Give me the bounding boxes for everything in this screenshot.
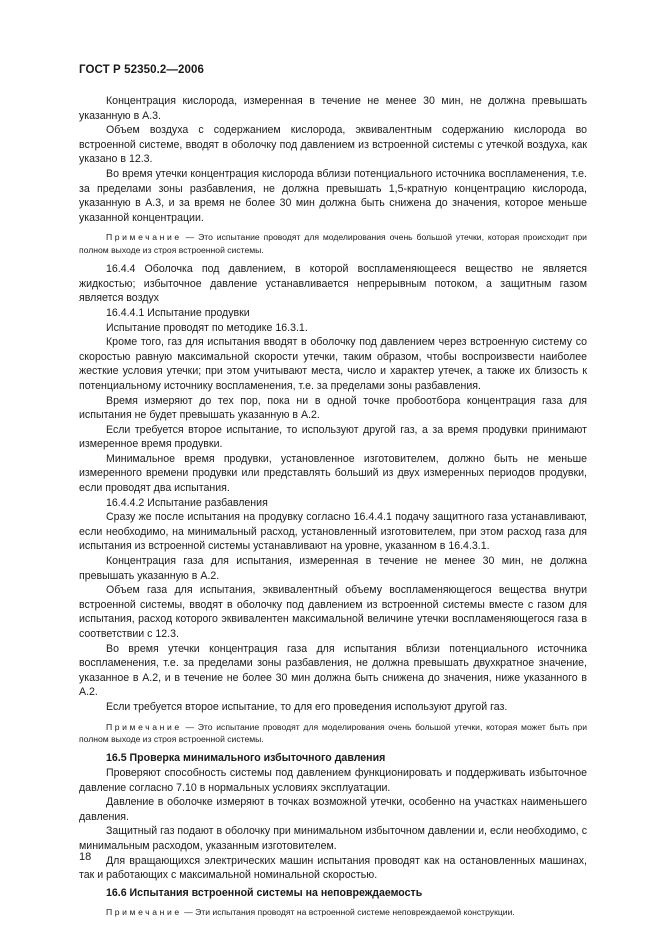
paragraph: Давление в оболочке измеряют в точках возможной утечки, особенно на участках наименьшего давления. <box>79 796 587 823</box>
note-paragraph <box>79 231 587 256</box>
paragraph: Защитный газ подают в оболочку при минимальном избыточном давлении и, если необходимо, с минимальным расходом, указанным изготовителем. <box>79 825 587 852</box>
paragraph: 16.4.4 Оболочка под давлением, в которой воспламеняющееся вещество не является жидкостью; избыточное давление устанавливается непрерывным потоком, а защитным газом является воздух <box>79 263 587 305</box>
section-heading: 16.5 Проверка минимального избыточного давления <box>106 752 386 765</box>
note-label: Примечание <box>106 232 182 243</box>
section-heading: 16.6 Испытания встроенной системы на неповреждаемость <box>106 886 423 899</box>
note-label: Примечание <box>106 721 182 732</box>
note-text: — Это испытание проводят для моделирования очень большой утечки, которая происходит при полном выходе из строя встроенной системы. <box>79 232 587 255</box>
paragraph: Во время утечки концентрация газа для испытания вблизи потенциального источника воспламенения, т.е. за пределами зоны разбавления, не должна превышать двухкратное значение, указанное в А.2, и в течение не более 30 мин должна быть снижена до значения, ниже указанного в А.2. <box>79 642 587 699</box>
note-text: — Это испытание проводят для моделирования очень большой утечки, которая может быть при полном выходе из строя встроенной системы. <box>79 721 587 744</box>
paragraph: Во время утечки концентрация кислорода вблизи потенциального источника воспламенения, т.е. за пределами зоны разбавления, не должна превышать 1,5-кратную концентрацию кислорода, указанную в А.3, и за время не более 30 мин должна быть снижена до значения, которое меньше указанной концентрации. <box>79 167 587 224</box>
paragraph: Для вращающихся электрических машин испытания проводят как на остановленных машинах, так и работающих с максимальной номинальной скоростью. <box>79 854 587 882</box>
paragraph: Кроме того, газ для испытания вводят в оболочку под давлением через встроенную систему со скоростью равную максимальной скорости утечки, таким образом, чтобы воспроизвести наиболее жесткие условия утечки; при этом учитывают места, число и характер утечек, а также их близость к потенциальному источнику воспламенения, т.е. за пределами зоны разбавления. <box>79 336 587 392</box>
paragraph: Если требуется второе испытание, то используют другой газ, а за время продувки принимают измеренное время продувки. <box>79 423 587 451</box>
paragraph: Объем воздуха с содержанием кислорода, эквивалентным содержанию кислорода во встроенной системе, вводят в оболочку под давлением из встроенной системы с утечкой воздуха, как указано в 12.3. <box>79 124 587 166</box>
paragraph: Проверяют способность системы под давлением функционировать и поддерживать избыточное давление согласно 7.10 в нормальных условиях эксплуатации. <box>79 766 587 794</box>
subsection-title: 16.4.4.2 Испытание разбавления <box>106 496 268 509</box>
note-label: Примечание <box>106 907 182 918</box>
paragraph: Испытание проводят по методике 16.3.1. <box>106 321 308 334</box>
page-number: 18 <box>79 851 92 863</box>
paragraph: Минимальное время продувки, установленное изготовителем, должно быть не меньше измеренного времени продувки или представлять больший из двух измеренных периодов продувки, если проводят два испытания. <box>79 452 587 495</box>
note-text: — Эти испытания проводят на встроенной системе неповреждаемой конструкции. <box>181 907 515 918</box>
paragraph: Концентрация газа для испытания, измеренная в течение не менее 30 мин, не должна превышать указанную в А.2. <box>79 555 587 582</box>
note-paragraph <box>79 721 587 746</box>
paragraph: Если требуется второе испытание, то для его проведения используют другой газ. <box>106 700 508 713</box>
note-paragraph <box>79 906 587 918</box>
paragraph: Время измеряют до тех пор, пока ни в одной точке пробоотбора концентрация газа для испытания не будет превышать указанную в А.2. <box>79 394 587 422</box>
paragraph: Концентрация кислорода, измеренная в течение не менее 30 мин, не должна превышать указанную в А.3. <box>79 95 587 122</box>
subsection-title: 16.4.4.1 Испытание продувки <box>106 306 250 319</box>
paragraph: Сразу же после испытания на продувку согласно 16.4.4.1 подачу защитного газа устанавливают, если необходимо, на минимальный расход, установленный изготовителем, при этом расход газа для испытания из встроенной системы устанавливают на уровне, указанном в 16.4.3.1. <box>79 511 587 553</box>
paragraph: Объем газа для испытания, эквивалентный объему воспламеняющегося вещества внутри встроенной системы, вводят в оболочку под давлением из встроенной системы вместе с газом для испытания, расход которого эквивалентен максимальной величине утечки воспламеняющегося газа в соответствии с 12.3. <box>79 584 587 640</box>
document-header: ГОСТ Р 52350.2—2006 <box>79 64 204 76</box>
document-body <box>79 94 587 925</box>
